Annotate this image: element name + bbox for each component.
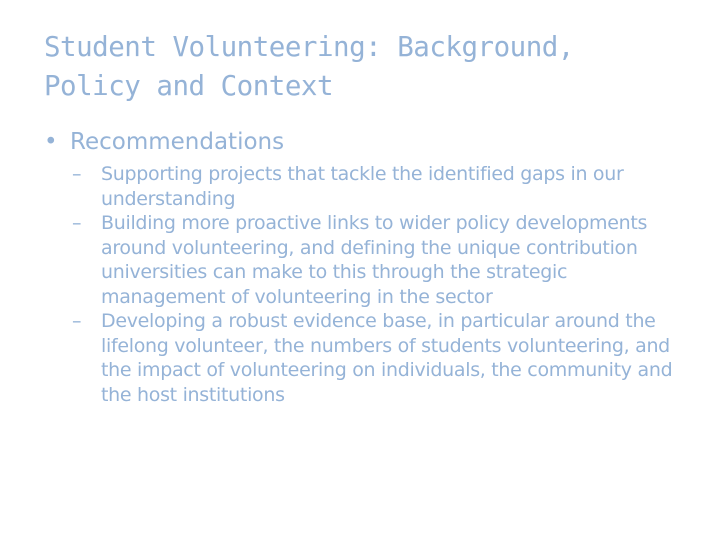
sub-bullet-text: Supporting projects that tackle the identified gaps in our understanding (101, 163, 624, 210)
sub-bullet-item (44, 309, 684, 407)
slide-title-line-1: Student Volunteering: Background, (44, 31, 574, 63)
slide-body (44, 126, 684, 407)
bullet-marker: • (44, 129, 58, 155)
bullet-text: Recommendations (70, 129, 285, 155)
sub-bullet-text: Building more proactive links to wider policy developments around volunteering, and defining the unique contribution universities can make to this through the strategic management of volunteering in the sector (101, 212, 648, 308)
dash-marker: – (72, 163, 82, 185)
bullet-recommendations (44, 126, 684, 158)
sub-bullet-list (44, 162, 684, 407)
sub-bullet-text: Developing a robust evidence base, in particular around the lifelong volunteer, the numbers of students volunteering, and the impact of volunteering on individuals, the community and the host institutions (101, 310, 673, 406)
slide-title-line-2: Policy and Context (44, 70, 334, 102)
dash-marker: – (72, 212, 82, 234)
sub-bullet-item (44, 162, 684, 211)
dash-marker: – (72, 310, 82, 332)
sub-bullet-item (44, 211, 684, 309)
slide-title (44, 28, 684, 106)
